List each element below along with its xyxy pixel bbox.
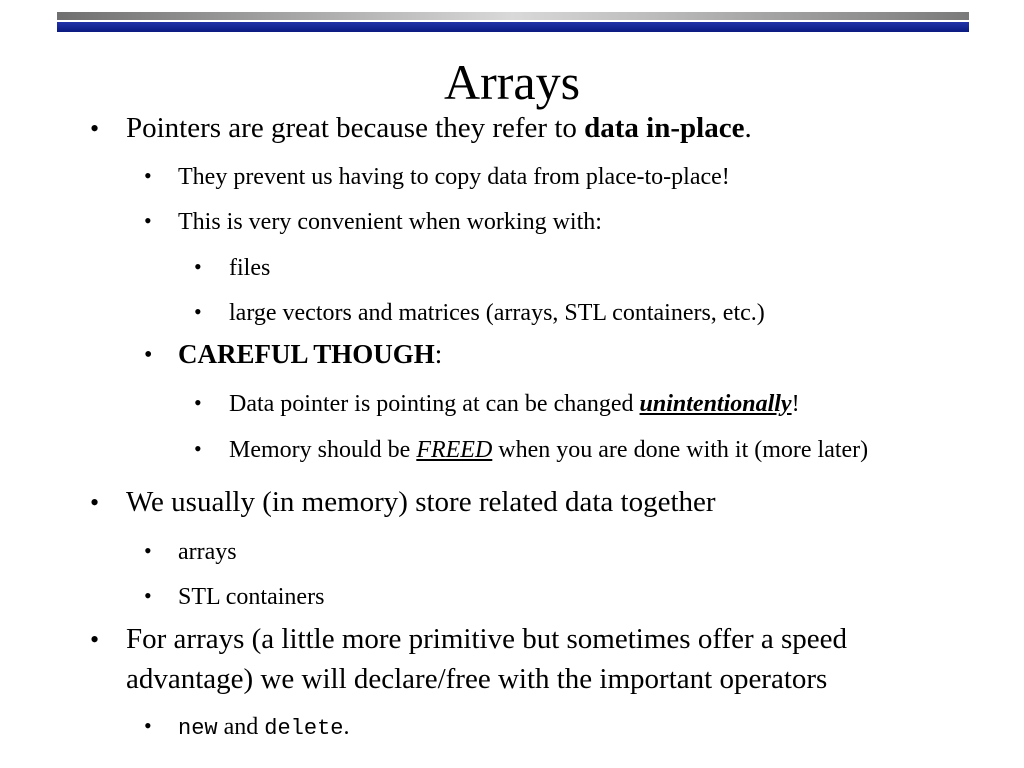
bold-text: CAREFUL THOUGH [178, 339, 435, 369]
code-delete: delete [264, 716, 344, 741]
bullet-pointers [126, 108, 752, 148]
bullet-files: files [229, 255, 271, 281]
punctuation: . [343, 714, 350, 740]
bullet-marker: • [144, 538, 152, 563]
punctuation: . [744, 112, 752, 144]
bullet-convenient: This is very convenient when working with: [178, 209, 602, 235]
bullet-store-together: We usually (in memory) store related data together [126, 486, 716, 518]
bullet-text: Data pointer is pointing at can be changed [229, 391, 640, 417]
bullet-careful [178, 337, 442, 371]
bullet-marker: • [194, 254, 202, 279]
code-new: new [178, 716, 218, 741]
bullet-unintentionally [229, 389, 800, 419]
bullet-marker: • [144, 208, 152, 233]
bullet-marker: • [194, 436, 202, 461]
bullet-text: when you are done with it (more later) [492, 437, 869, 463]
bullet-text: Memory should be [229, 437, 417, 463]
bullet-marker: • [144, 713, 152, 738]
slide-title: Arrays [443, 54, 581, 110]
bullet-text: Pointers are great because they refer to [126, 112, 585, 144]
bullet-marker: • [144, 583, 152, 608]
bullet-marker: • [144, 163, 152, 188]
bullet-marker: • [144, 342, 153, 368]
bullet-new-delete [178, 712, 349, 744]
bullet-marker: • [90, 625, 100, 654]
punctuation: ! [791, 391, 800, 417]
bullet-marker: • [90, 488, 100, 517]
bullet-for-arrays-line1: For arrays (a little more primitive but sometimes offer a speed [126, 623, 848, 655]
bullet-for-arrays-line2: advantage) we will declare/free with the important operators [126, 663, 828, 695]
emphasis-text: FREED [416, 437, 493, 463]
bullet-text: and [217, 714, 265, 740]
bold-text: data in-place [584, 112, 745, 144]
bullet-freed [229, 435, 868, 465]
bullet-arrays: arrays [178, 539, 237, 565]
bullet-prevent-copy: They prevent us having to copy data from place-to-place! [178, 164, 730, 190]
bullet-stl-containers: STL containers [178, 584, 325, 610]
bullet-marker: • [90, 114, 100, 143]
emphasis-text: unintentionally [639, 391, 792, 417]
bullet-marker: • [194, 299, 202, 324]
bullet-large-vectors: large vectors and matrices (arrays, STL containers, etc.) [229, 300, 765, 326]
bullet-marker: • [194, 390, 202, 415]
punctuation: : [434, 339, 443, 369]
